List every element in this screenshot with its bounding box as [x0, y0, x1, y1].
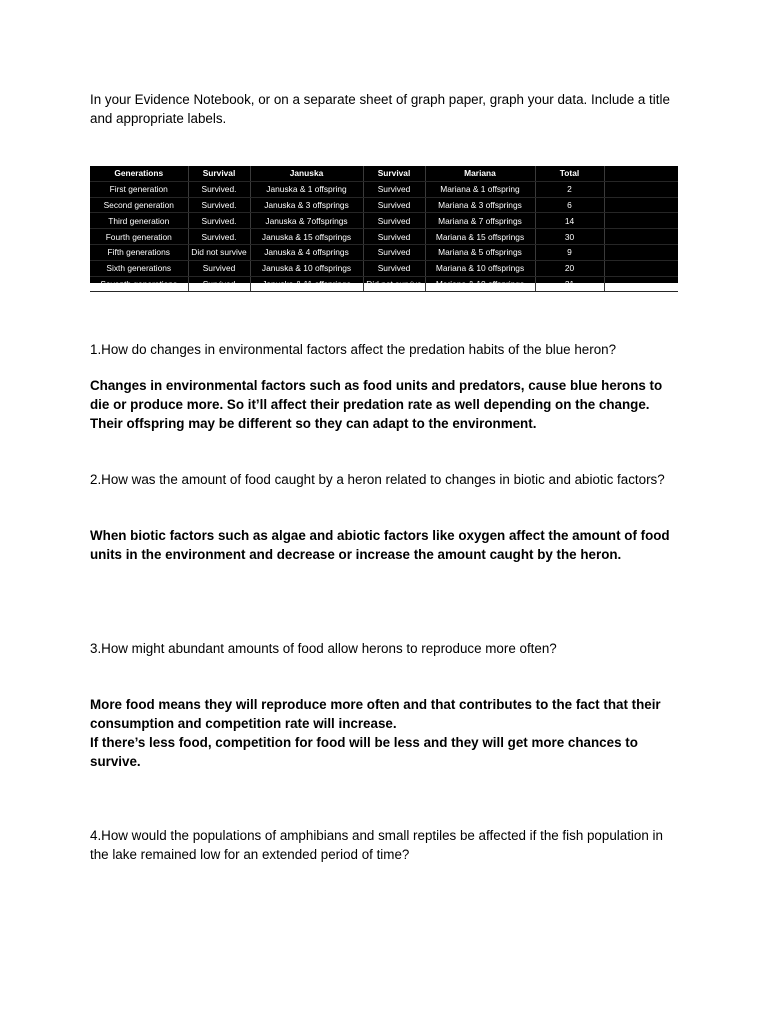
header-survival-mariana: Survival	[363, 166, 425, 181]
table-cell: Mariana & 10 offsprings	[425, 276, 535, 292]
header-empty	[604, 166, 678, 181]
question-1: 1.How do changes in environmental factors affect the predation habits of the blue heron?	[90, 342, 617, 357]
table-cell: Did not survive	[363, 276, 425, 292]
table-cell: 20	[535, 260, 604, 276]
table-row	[90, 244, 678, 260]
header-mariana: Mariana	[425, 166, 535, 181]
table-cell: Survived	[363, 244, 425, 260]
header-survival-januska: Survival	[188, 166, 250, 181]
table-cell: Mariana & 3 offsprings	[425, 197, 535, 213]
table-cell	[604, 276, 678, 292]
table-row	[90, 213, 678, 229]
generations-table	[90, 166, 678, 292]
table-cell: Mariana & 5 offsprings	[425, 244, 535, 260]
table-cell: Mariana & 1 offspring	[425, 181, 535, 197]
table-cell: Survived	[363, 213, 425, 229]
header-total: Total	[535, 166, 604, 181]
table-cell: Mariana & 15 offsprings	[425, 229, 535, 245]
table-row	[90, 229, 678, 245]
table-cell: Survived	[363, 260, 425, 276]
table-header-row	[90, 166, 678, 181]
table-cell: Did not survive	[188, 244, 250, 260]
answer-3-part-1: More food means they will reproduce more often and that contributes to the fact that their consumption and competition rate will increase.	[90, 697, 661, 731]
table-cell: 21	[535, 276, 604, 292]
table-cell: Survived	[363, 229, 425, 245]
table-cell: Fifth generations	[90, 244, 188, 260]
table-cell: Mariana & 10 offsprings	[425, 260, 535, 276]
table-cell	[604, 181, 678, 197]
table-cell: Third generation	[90, 213, 188, 229]
table-cell: First generation	[90, 181, 188, 197]
table-row	[90, 181, 678, 197]
table-cell: 6	[535, 197, 604, 213]
generations-table-wrapper	[90, 166, 678, 289]
table-cell: Januska & 1 offspring	[250, 181, 363, 197]
table-cell: Seventh generations	[90, 276, 188, 292]
table-cell: Januska & 11 offsprings	[250, 276, 363, 292]
table-cell: Januska & 10 offsprings	[250, 260, 363, 276]
instructions-text: In your Evidence Notebook, or on a separate sheet of graph paper, graph your data. Include a title and appropriate labels.	[90, 92, 670, 126]
header-januska: Januska	[250, 166, 363, 181]
table-cell	[604, 229, 678, 245]
table-cell: Survived	[188, 276, 250, 292]
question-4: 4.How would the populations of amphibians and small reptiles be affected if the fish population in the lake remained low for an extended period of time?	[90, 828, 663, 862]
table-cell: 2	[535, 181, 604, 197]
answer-1: Changes in environmental factors such as food units and predators, cause blue herons to die or produce more. So it’ll affect their predation rate as well depending on the change. Their offspring may be different so they can adapt to the environment.	[90, 378, 663, 431]
table-cell: 14	[535, 213, 604, 229]
table-cell: Mariana & 7 offsprings	[425, 213, 535, 229]
table-cell: Survived.	[188, 213, 250, 229]
table-cell: Januska & 7offsprings	[250, 213, 363, 229]
table-row	[90, 197, 678, 213]
table-cell: Januska & 4 offsprings	[250, 244, 363, 260]
answer-2: When biotic factors such as algae and abiotic factors like oxygen affect the amount of food units in the environment and decrease or increase the amount caught by the heron.	[90, 528, 670, 562]
question-2: 2.How was the amount of food caught by a heron related to changes in biotic and abiotic factors?	[90, 472, 665, 487]
answer-3-part-2: If there’s less food, competition for food will be less and they will get more chances to survive.	[90, 735, 638, 769]
question-3: 3.How might abundant amounts of food allow herons to reproduce more often?	[90, 641, 557, 656]
table-cell: Survived.	[188, 181, 250, 197]
table-cell: 9	[535, 244, 604, 260]
table-cell: Januska & 3 offsprings	[250, 197, 363, 213]
table-cell: Survived.	[188, 229, 250, 245]
table-cell: Survived	[363, 181, 425, 197]
table-row	[90, 276, 678, 292]
table-cell: Survived	[188, 260, 250, 276]
table-cell	[604, 260, 678, 276]
table-cell	[604, 213, 678, 229]
table-cell: Sixth generations	[90, 260, 188, 276]
table-row	[90, 260, 678, 276]
table-cell: 30	[535, 229, 604, 245]
table-cell: Survived	[363, 197, 425, 213]
table-cell: Survived.	[188, 197, 250, 213]
table-cell: Fourth generation	[90, 229, 188, 245]
table-cell: Second generation	[90, 197, 188, 213]
table-cell	[604, 244, 678, 260]
header-generations: Generations	[90, 166, 188, 181]
table-cell	[604, 197, 678, 213]
table-cell: Januska & 15 offsprings	[250, 229, 363, 245]
